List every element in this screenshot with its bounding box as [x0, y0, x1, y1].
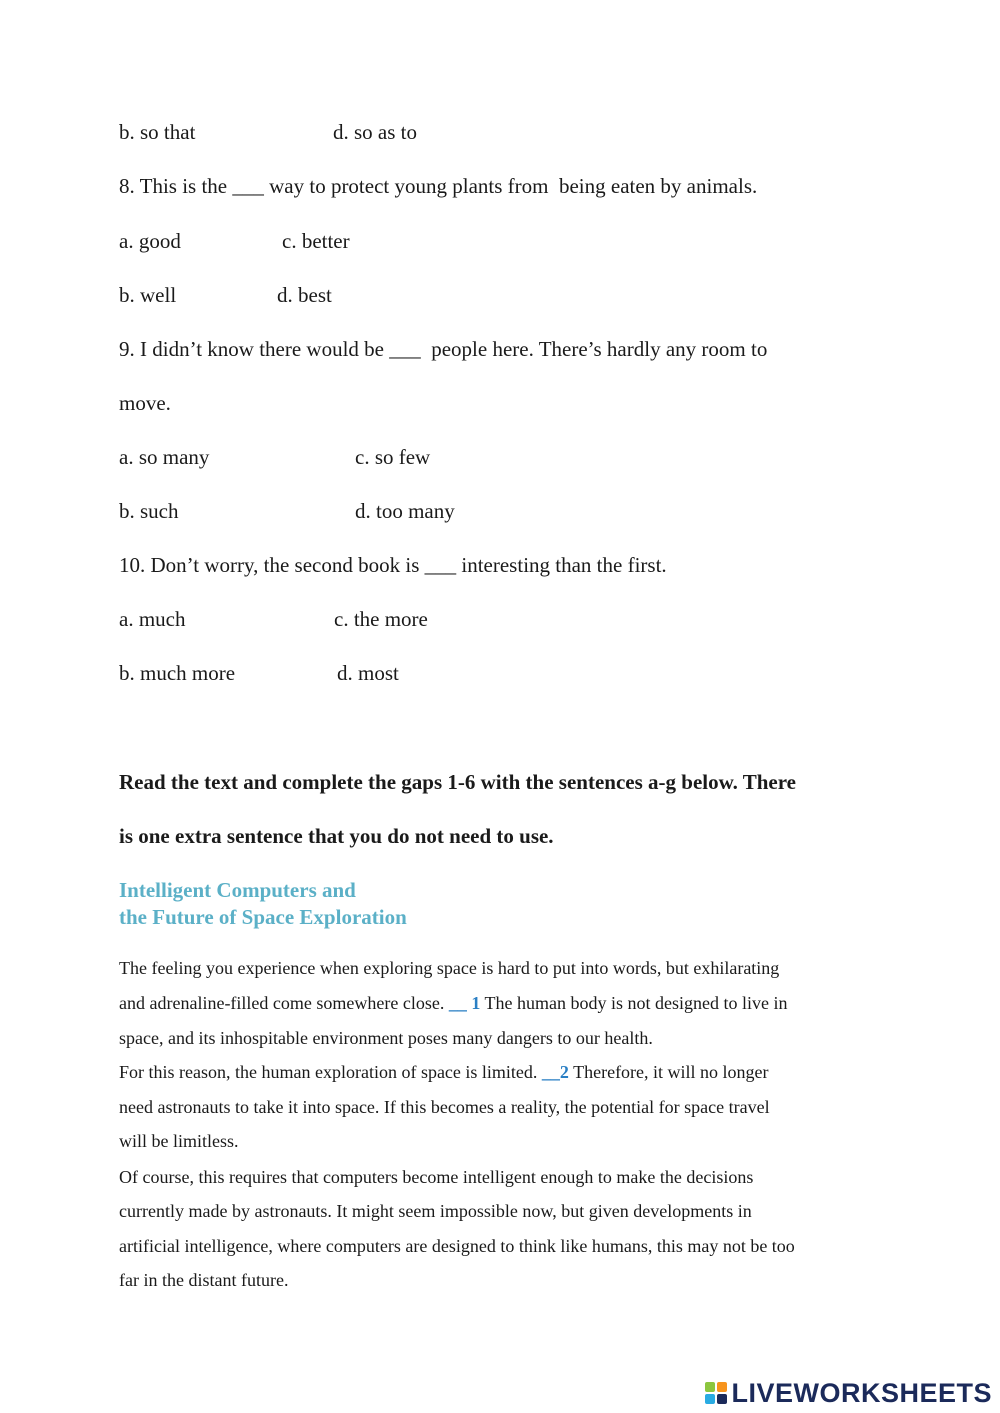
article-p3-line1: Of course, this requires that computers become intelligent enough to make the decisions [119, 1167, 754, 1187]
article-p1-line2 [119, 994, 788, 1012]
q9-option-b: b. such [119, 499, 179, 523]
article-p1-line2-end: The human body is not designed to live in [480, 993, 788, 1013]
q8-option-a: a. good [119, 229, 181, 253]
article-title-line2: the Future of Space Exploration [119, 905, 407, 929]
q8-stem: 8. This is the ___ way to protect young plants from being eaten by animals. [119, 174, 758, 198]
article-p1-line3: space, and its inhospitable environment poses many dangers to our health. [119, 1028, 653, 1048]
q9-option-a: a. so many [119, 445, 210, 469]
instruction-line2: is one extra sentence that you do not need to use. [119, 824, 554, 848]
article-p2-line3: will be limitless. [119, 1131, 239, 1151]
article-p2-line1-end: Therefore, it will no longer [568, 1062, 769, 1082]
article-p2-line1 [119, 1063, 769, 1081]
q9-option-d: d. too many [355, 499, 455, 523]
article-p1-line2-start: and adrenaline-filled come somewhere close. [119, 993, 449, 1013]
gap-1[interactable]: __ 1 [448, 993, 481, 1013]
instruction-line1: Read the text and complete the gaps 1-6 with the sentences a-g below. There [119, 770, 796, 794]
q8-option-c: c. better [282, 229, 350, 253]
article-p2-line2: need astronauts to take it into space. If this becomes a reality, the potential for space travel [119, 1097, 770, 1117]
q9-stem-line1: 9. I didn’t know there would be ___ people here. There’s hardly any room to [119, 337, 768, 361]
q10-option-d: d. most [337, 661, 399, 685]
q8-option-b: b. well [119, 283, 177, 307]
q8-option-d: d. best [277, 283, 332, 307]
q10-stem: 10. Don’t worry, the second book is ___ interesting than the first. [119, 553, 667, 577]
liveworksheets-logo[interactable] [705, 1376, 992, 1410]
q7-option-d: d. so as to [333, 120, 417, 144]
article-p3-line3: artificial intelligence, where computers are designed to think like humans, this may not be too [119, 1236, 795, 1256]
liveworksheets-logo-icon [705, 1382, 727, 1404]
gap-2[interactable]: __2 [541, 1062, 569, 1082]
article-title-line1: Intelligent Computers and [119, 878, 356, 902]
q10-option-a: a. much [119, 607, 186, 631]
article-p2-line1-start: For this reason, the human exploration of space is limited. [119, 1062, 542, 1082]
q10-option-c: c. the more [334, 607, 428, 631]
q9-stem-line2: move. [119, 391, 171, 415]
q10-option-b: b. much more [119, 661, 236, 685]
article-p3-line2: currently made by astronauts. It might seem impossible now, but given developments in [119, 1201, 752, 1221]
liveworksheets-logo-text: LIVEWORKSHEETS [731, 1377, 992, 1408]
article-p1-line1: The feeling you experience when exploring space is hard to put into words, but exhilarating [119, 958, 780, 978]
article-p3-line4: far in the distant future. [119, 1270, 289, 1290]
q9-option-c: c. so few [355, 445, 431, 469]
q7-option-b: b. so that [119, 120, 196, 144]
